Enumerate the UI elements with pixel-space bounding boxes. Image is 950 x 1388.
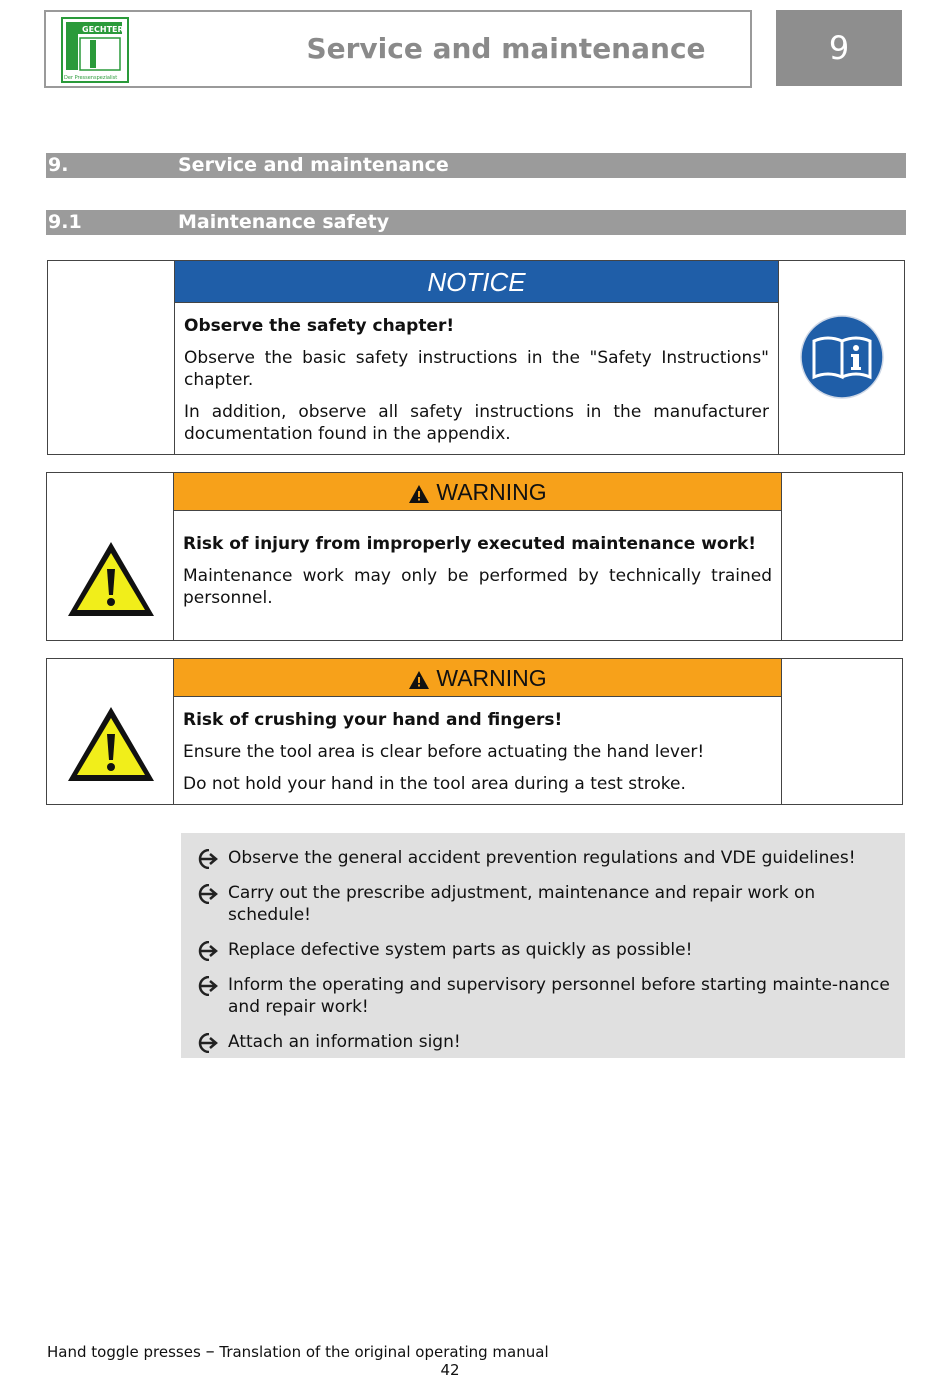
arrow-right-icon: [197, 941, 221, 961]
hazard-triangle-icon: [65, 704, 157, 784]
svg-text:GECHTER: GECHTER: [82, 25, 124, 34]
chapter-number: 9: [776, 10, 902, 86]
warning-paragraph: Ensure the tool area is clear before actuating the hand lever!: [183, 742, 705, 762]
warning-bold-line: Risk of crushing your hand and fingers!: [183, 710, 563, 730]
notice-heading: NOTICE: [175, 261, 778, 303]
footer: [47, 1341, 549, 1362]
section-number: 9.: [48, 154, 69, 176]
notice-box: [47, 260, 905, 455]
section-title: Service and maintenance: [178, 154, 449, 176]
arrow-right-icon: [197, 884, 221, 904]
footer-document: Translation of the original operating manual: [219, 1343, 549, 1361]
warning-heading: WARNING: [174, 659, 781, 697]
header-title: Service and maintenance: [306, 32, 706, 65]
arrow-right-icon: [197, 1033, 221, 1053]
warning-body: [183, 533, 772, 619]
page-header: [44, 10, 752, 88]
read-manual-icon: [800, 315, 884, 399]
subsection-heading: [46, 210, 906, 235]
arrow-right-icon: [197, 849, 221, 869]
warning-box-2: [46, 658, 903, 805]
arrow-right-icon: [197, 976, 221, 996]
notice-bold-line: Observe the safety chapter!: [184, 316, 455, 336]
warning-paragraph: Do not hold your hand in the tool area during a test stroke.: [183, 774, 686, 794]
subsection-title: Maintenance safety: [178, 211, 390, 233]
warning-bold-line: Risk of injury from improperly executed maintenance work!: [183, 534, 757, 554]
hazard-triangle-icon: [65, 539, 157, 619]
notice-body: [184, 315, 769, 455]
warning-paragraph: Maintenance work may only be performed by technically trained personnel.: [183, 566, 772, 608]
subsection-number: 9.1: [48, 211, 82, 233]
page-number: 42: [440, 1361, 460, 1379]
warning-body: [183, 709, 772, 805]
warning-heading: WARNING: [174, 473, 781, 511]
footer-product: Hand toggle presses: [47, 1343, 201, 1361]
section-heading: [46, 153, 906, 178]
gechter-logo: [60, 16, 130, 84]
footer-dash: –: [205, 1341, 215, 1362]
notice-paragraph: Observe the basic safety instructions in the "Safety Instructions" chapter.: [184, 348, 769, 390]
warning-box-1: [46, 472, 903, 641]
instruction-list: Observe the general accident prevention regulations and VDE guidelines! Carry out the prescribe adjustment, maintenance and repair work on schedule! Replace defective system parts as quickly as possible! Inform the operating and supervisory personnel before starting mainte-nance and repair work! Attach an information sign!: [181, 833, 905, 1058]
notice-paragraph: In addition, observe all safety instructions in the manufacturer documentation found in the appendix.: [184, 402, 769, 444]
warning-triangle-icon: [408, 670, 430, 690]
svg-text:Der Pressenspezialist: Der Pressenspezialist: [64, 75, 118, 81]
warning-triangle-icon: [408, 484, 430, 504]
